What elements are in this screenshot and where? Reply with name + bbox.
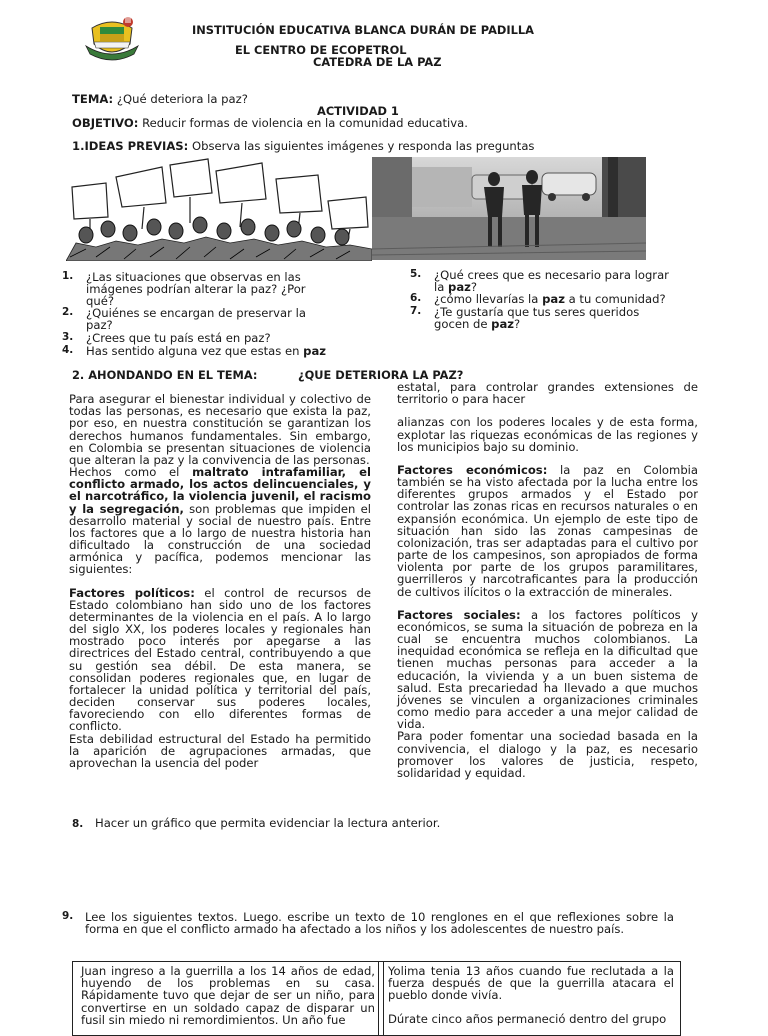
right-paragraph-3 [397, 464, 698, 598]
section1-heading [72, 140, 534, 152]
question-5-line-2-pre: la [434, 280, 449, 295]
factores-sociales-text: a los factores políticos y económicos, se suma la situación de pobreza en la cual se encuentra muchos colombianos. La inequidad económica se refleja en la dificultad que tienen muchas personas para acceder a la educación, la vivienda y a un buen sistema de salud. Esta precariedad ha llevado a que muchos jóvenes se vinculen a organizaciones criminales como medio para acceder a una mejor calidad de vida. [397, 607, 698, 732]
right-paragraph-1: estatal, para controlar grandes extensiones de territorio o para hacer [397, 380, 698, 407]
question-number: 7. [410, 305, 422, 317]
activity-title: ACTIVIDAD 1 [317, 104, 399, 118]
question-8-number: 8. [72, 818, 84, 830]
right-paragraph-4 [397, 609, 698, 731]
tema-value: ¿Qué deteriora la paz? [113, 92, 248, 106]
left-paragraph-2 [69, 466, 371, 576]
left-column [69, 393, 371, 769]
question-3 [62, 332, 342, 344]
right-paragraph-2: alianzas con los poderes locales y de esta forma, explotar las riquezas económicas de las regiones y los municipios bajo su dominio. [397, 415, 698, 454]
question-9-text: Lee los siguientes textos. Luego. escribe un texto de 10 renglones en el que reflexiones sobre la forma en que el conflicto armado ha afectado a los niños y los adolescentes de nuestro país. [85, 910, 674, 937]
question-1-line-2: imágenes podrían alterar la paz? ¿Por [86, 282, 306, 297]
chair-name: CATEDRA DE LA PAZ [313, 55, 442, 69]
tema-line [72, 93, 248, 105]
question-1 [62, 271, 342, 307]
factores-politicos-text: el control de recursos de Estado colombiano han sido uno de los factores determinantes de la violencia en el país. A lo largo del siglo XX, los poderes locales y regionales han mostrado poco interés por apegarse a las directrices del Estado central, contribuyendo a que su gestión sea débil. De esta manera, se consolidan poderes regionales que, en lugar de fortalecer la unidad política y territorial del país, deciden conservar sus poderes locales, favoreciendo con ello diferentes formas de conflicto. [69, 585, 371, 734]
question-7-bold: paz [491, 317, 515, 332]
question-7-line-2-pre: gocen de [434, 317, 492, 332]
question-3-text: ¿Crees que tu país está en paz? [86, 331, 271, 345]
center-name: EL CENTRO DE ECOPETROL [235, 43, 407, 57]
question-number: 2. [62, 306, 74, 318]
tema-label: TEMA: [72, 92, 114, 106]
question-number: 6. [410, 292, 422, 304]
left-paragraph-2-bold: maltrato intrafamiliar, el conflicto armado, los actos delincuenciales, y el narcotráfico, la violencia juvenil, el racismo y la segregación, [69, 465, 371, 516]
question-2-line-1: ¿Quiénes se encargan de preservar la [86, 306, 306, 320]
question-7-line-1: ¿Te gustaría que tus seres queridos [434, 305, 640, 319]
section2-label: 2. AHONDANDO EN EL TEMA: [72, 368, 258, 382]
school-crest-logo [84, 14, 140, 62]
street-photo-image [372, 157, 646, 260]
section1-value: Observa las siguientes imágenes y responda las preguntas [188, 139, 535, 153]
factores-politicos-label: Factores políticos: [69, 585, 195, 600]
question-5-line-2-post: ? [470, 280, 478, 295]
left-paragraph-4: Esta debilidad estructural del Estado ha permitido la aparición de agrupaciones armadas, que aprovechan la usencia del poder [69, 731, 371, 770]
question-6 [410, 293, 710, 305]
story-box-juan [72, 961, 384, 1036]
question-2 [62, 307, 342, 331]
question-7 [410, 306, 710, 330]
question-number: 4. [62, 344, 74, 356]
question-8-text: Hacer un gráfico que permita evidenciar la lectura anterior. [94, 816, 441, 830]
question-9 [62, 911, 674, 935]
protest-sketch-image [66, 157, 372, 261]
question-5-line-1: ¿Qué crees que es necesario para lograr [434, 268, 669, 282]
question-9-number: 9. [62, 910, 74, 922]
question-8 [72, 817, 672, 830]
question-6-bold: paz [542, 292, 565, 306]
question-number: 5. [410, 268, 422, 280]
question-number: 1. [62, 270, 74, 282]
left-paragraph-1: Para asegurar el bienestar individual y colectivo de todas las personas, es necesario que exista la paz, por eso, en nuestra constitución se garantizan los derechos humanos fundamentales. Sin embargo, en Colombia se presentan situaciones de violencia que alteran la paz y la convivencia de las personas. [69, 392, 371, 467]
left-paragraph-2-pre: Hechos como el [69, 465, 193, 480]
objetivo-label: OBJETIVO: [72, 116, 139, 130]
story-juan-text: Juan ingreso a la guerrilla a los 14 años de edad, huyendo de los problemas en su casa. Rápidamente tuvo que dejar de ser un niño, para convertirse en un soldado capaz de disparar un fusil sin miedo ni remordimientos. Un año fue [81, 964, 375, 1027]
factores-sociales-label: Factores sociales: [397, 607, 521, 622]
question-6-post: a tu comunidad? [564, 292, 666, 306]
right-paragraph-5: Para poder fomentar una sociedad basada en la convivencia, el dialogo y la paz, es necesario promover los valores de justicia, respeto, solidaridad y equidad. [397, 729, 698, 780]
question-7-line-2-post: ? [514, 317, 521, 332]
question-2-line-2: paz? [86, 318, 113, 333]
question-4 [62, 345, 362, 357]
factores-economicos-label: Factores económicos: [397, 462, 548, 477]
left-paragraph-3 [69, 587, 371, 733]
objetivo-value: Reducir formas de violencia en la comunidad educativa. [138, 116, 468, 130]
school-name: INSTITUCIÓN EDUCATIVA BLANCA DURÁN DE PADILLA [192, 23, 534, 37]
story-yolima-p1: Yolima tenia 13 años cuando fue reclutada a la fuerza después de que la guerrilla atacara el pueblo donde vivía. [388, 964, 674, 1003]
story-box-yolima [378, 961, 681, 1036]
question-4-text: Has sentido alguna vez que estas en [86, 344, 304, 358]
question-4-bold: paz [303, 344, 327, 358]
objetivo-line [72, 117, 468, 129]
question-6-pre: ¿cómo llevarías la [434, 292, 543, 306]
factores-economicos-text: la paz en Colombia también se ha visto afectada por la lucha entre los diferentes grupos armados y el Estado por controlar las zonas ricas en recursos naturales o en expansión económica. Un ejemplo de este tipo de situación han sido las zonas campesinas de colonización, tras ser adaptadas para el cultivo por parte de los campesinos, son apropiados de forma violenta por parte de los grupos paramilitares, guerrilleros y narcotraficantes para la producción de cultivos ilícitos o la extracción de minerales. [397, 462, 698, 599]
section1-label: 1.IDEAS PREVIAS: [72, 139, 189, 153]
left-paragraph-2-post: son problemas que impiden el desarrollo material y social de nuestro país. Entre los factores que a lo largo de nuestra historia han dificultado la construcción de una sociedad armónica y pacífica, podemos mencionar las siguientes: [69, 501, 371, 577]
story-yolima-p2: Dúrate cinco años permaneció dentro del grupo [388, 1011, 667, 1026]
section2-question: ¿QUE DETERIORA LA PAZ? [298, 368, 464, 382]
right-column [397, 381, 698, 779]
question-5 [410, 269, 710, 293]
question-number: 3. [62, 331, 74, 343]
question-1-line-3: qué? [86, 294, 114, 309]
question-1-line-1: ¿Las situaciones que observas en las [86, 270, 301, 284]
question-5-bold: paz [448, 280, 471, 295]
